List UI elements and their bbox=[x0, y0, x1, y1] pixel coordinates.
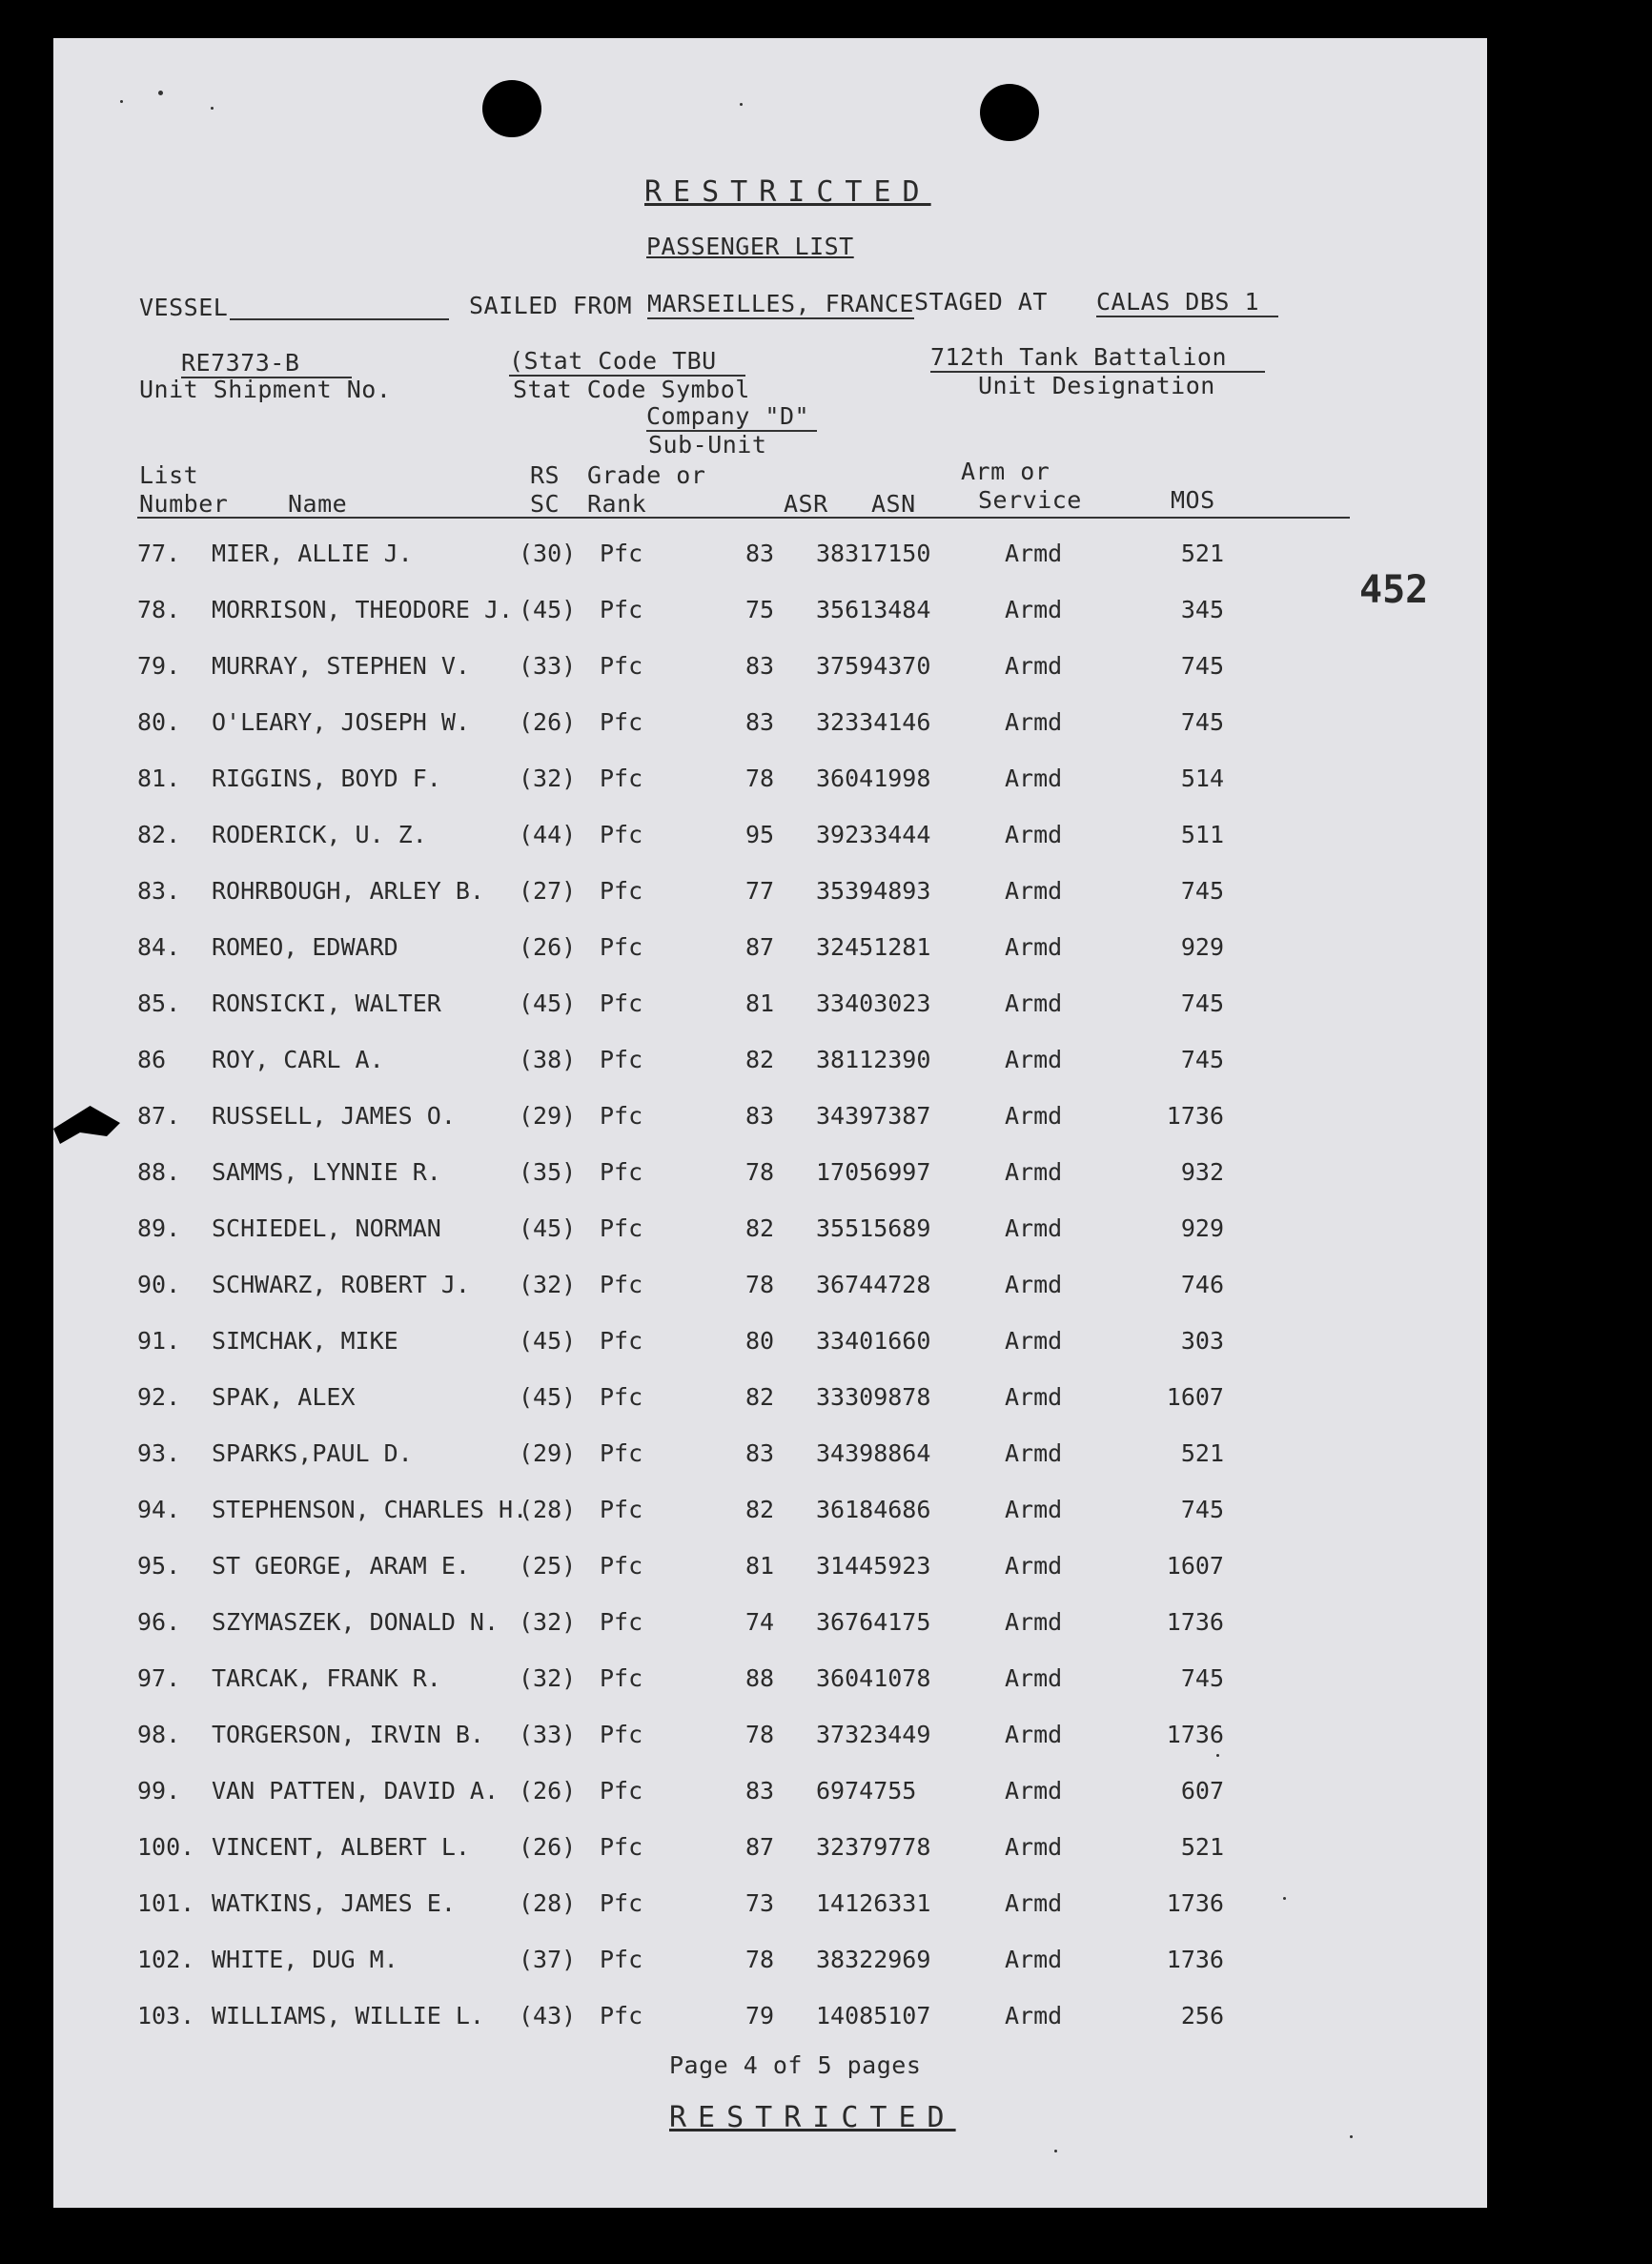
cell-asr: 83 bbox=[745, 1777, 775, 1805]
cell-rs: (45) bbox=[519, 596, 577, 623]
cell-grade: Pfc bbox=[600, 1721, 643, 1748]
speck bbox=[158, 91, 163, 95]
cell-arm: Armd bbox=[1005, 1214, 1063, 1242]
speck bbox=[211, 107, 214, 110]
table-row bbox=[53, 1889, 1487, 1946]
cell-rs: (32) bbox=[519, 1608, 577, 1636]
table-row bbox=[53, 933, 1487, 989]
cell-mos: 745 bbox=[1180, 1664, 1224, 1692]
sub-unit-label: Sub-Unit bbox=[648, 431, 767, 459]
cell-name: WHITE, DUG M. bbox=[212, 1946, 398, 1973]
cell-arm: Armd bbox=[1005, 1777, 1063, 1805]
cell-rs: (26) bbox=[519, 1833, 577, 1861]
cell-name: SPAK, ALEX bbox=[212, 1383, 356, 1411]
cell-asn: 33401660 bbox=[816, 1327, 931, 1355]
cell-mos: 929 bbox=[1180, 1214, 1224, 1242]
cell-num: 94. bbox=[137, 1496, 181, 1523]
vessel-blank bbox=[230, 318, 449, 320]
cell-num: 77. bbox=[137, 540, 181, 567]
cell-mos: 745 bbox=[1180, 989, 1224, 1017]
table-row bbox=[53, 596, 1487, 652]
cell-mos: 745 bbox=[1180, 877, 1224, 905]
col-arm-1: Arm or bbox=[961, 458, 1050, 485]
cell-num: 92. bbox=[137, 1383, 181, 1411]
cell-mos: 745 bbox=[1180, 652, 1224, 680]
cell-asn: 36041998 bbox=[816, 765, 931, 792]
cell-asr: 83 bbox=[745, 1102, 775, 1130]
cell-rs: (43) bbox=[519, 2002, 577, 2029]
cell-mos: 745 bbox=[1180, 1496, 1224, 1523]
cell-rs: (35) bbox=[519, 1158, 577, 1186]
cell-asr: 95 bbox=[745, 821, 775, 848]
speck bbox=[1054, 2150, 1057, 2152]
table-row bbox=[53, 1721, 1487, 1777]
cell-name: WILLIAMS, WILLIE L. bbox=[212, 2002, 484, 2029]
cell-rs: (44) bbox=[519, 821, 577, 848]
cell-num: 81. bbox=[137, 765, 181, 792]
cell-asn: 14126331 bbox=[816, 1889, 931, 1917]
col-arm-2: Service bbox=[978, 486, 1082, 514]
cell-grade: Pfc bbox=[600, 933, 643, 961]
table-row bbox=[53, 2002, 1487, 2058]
cell-arm: Armd bbox=[1005, 540, 1063, 567]
cell-arm: Armd bbox=[1005, 1552, 1063, 1580]
cell-grade: Pfc bbox=[600, 1271, 643, 1298]
cell-grade: Pfc bbox=[600, 989, 643, 1017]
cell-asn: 36041078 bbox=[816, 1664, 931, 1692]
cell-mos: 345 bbox=[1180, 596, 1224, 623]
cell-grade: Pfc bbox=[600, 1383, 643, 1411]
cell-asn: 39233444 bbox=[816, 821, 931, 848]
cell-num: 103. bbox=[137, 2002, 195, 2029]
cell-grade: Pfc bbox=[600, 1439, 643, 1467]
cell-num: 79. bbox=[137, 652, 181, 680]
cell-asn: 14085107 bbox=[816, 2002, 931, 2029]
cell-asn: 38317150 bbox=[816, 540, 931, 567]
cell-grade: Pfc bbox=[600, 1833, 643, 1861]
table-row bbox=[53, 708, 1487, 765]
cell-name: TARCAK, FRANK R. bbox=[212, 1664, 441, 1692]
cell-asn: 35394893 bbox=[816, 877, 931, 905]
cell-mos: 745 bbox=[1180, 1046, 1224, 1073]
cell-arm: Armd bbox=[1005, 821, 1063, 848]
cell-rs: (33) bbox=[519, 652, 577, 680]
cell-name: SIMCHAK, MIKE bbox=[212, 1327, 398, 1355]
cell-grade: Pfc bbox=[600, 708, 643, 736]
table-row bbox=[53, 1271, 1487, 1327]
cell-mos: 514 bbox=[1180, 765, 1224, 792]
document-title: RESTRICTED bbox=[644, 175, 931, 209]
cell-arm: Armd bbox=[1005, 933, 1063, 961]
table-row bbox=[53, 1102, 1487, 1158]
cell-asn: 37323449 bbox=[816, 1721, 931, 1748]
cell-arm: Armd bbox=[1005, 1833, 1063, 1861]
cell-name: MORRISON, THEODORE J. bbox=[212, 596, 514, 623]
speck bbox=[120, 100, 123, 103]
table-row bbox=[53, 540, 1487, 596]
cell-arm: Armd bbox=[1005, 2002, 1063, 2029]
cell-mos: 746 bbox=[1180, 1271, 1224, 1298]
cell-num: 84. bbox=[137, 933, 181, 961]
cell-mos: 1736 bbox=[1166, 1102, 1224, 1130]
cell-asr: 77 bbox=[745, 877, 775, 905]
cell-grade: Pfc bbox=[600, 1496, 643, 1523]
cell-num: 82. bbox=[137, 821, 181, 848]
cell-grade: Pfc bbox=[600, 821, 643, 848]
sub-unit-value: Company "D" bbox=[646, 402, 817, 432]
cell-num: 98. bbox=[137, 1721, 181, 1748]
cell-asn: 17056997 bbox=[816, 1158, 931, 1186]
col-asr: ASR bbox=[784, 490, 828, 518]
cell-mos: 1607 bbox=[1166, 1383, 1224, 1411]
cell-asn: 33403023 bbox=[816, 989, 931, 1017]
cell-asn: 32451281 bbox=[816, 933, 931, 961]
cell-asn: 35613484 bbox=[816, 596, 931, 623]
cell-asn: 38322969 bbox=[816, 1946, 931, 1973]
cell-asr: 82 bbox=[745, 1046, 775, 1073]
cell-name: STEPHENSON, CHARLES H. bbox=[212, 1496, 528, 1523]
cell-asr: 81 bbox=[745, 989, 775, 1017]
cell-asr: 83 bbox=[745, 540, 775, 567]
footer-restricted: RESTRICTED bbox=[669, 2101, 956, 2134]
cell-asn: 37594370 bbox=[816, 652, 931, 680]
cell-asr: 82 bbox=[745, 1496, 775, 1523]
col-name: Name bbox=[288, 490, 348, 518]
cell-rs: (33) bbox=[519, 1721, 577, 1748]
unit-shipment-no-label: Unit Shipment No. bbox=[139, 376, 392, 403]
cell-asr: 80 bbox=[745, 1327, 775, 1355]
cell-asr: 82 bbox=[745, 1214, 775, 1242]
cell-num: 86 bbox=[137, 1046, 167, 1073]
cell-grade: Pfc bbox=[600, 1946, 643, 1973]
speck bbox=[1350, 2135, 1353, 2138]
col-rs-2: SC bbox=[530, 490, 561, 518]
cell-mos: 256 bbox=[1180, 2002, 1224, 2029]
cell-num: 95. bbox=[137, 1552, 181, 1580]
cell-num: 102. bbox=[137, 1946, 195, 1973]
document-subtitle: PASSENGER LIST bbox=[646, 233, 854, 260]
cell-num: 93. bbox=[137, 1439, 181, 1467]
table-row bbox=[53, 1552, 1487, 1608]
cell-rs: (27) bbox=[519, 877, 577, 905]
cell-grade: Pfc bbox=[600, 1158, 643, 1186]
cell-mos: 1736 bbox=[1166, 1721, 1224, 1748]
table-row bbox=[53, 1496, 1487, 1552]
cell-grade: Pfc bbox=[600, 1214, 643, 1242]
cell-name: WATKINS, JAMES E. bbox=[212, 1889, 456, 1917]
table-row bbox=[53, 1664, 1487, 1721]
cell-num: 88. bbox=[137, 1158, 181, 1186]
cell-name: RONSICKI, WALTER bbox=[212, 989, 441, 1017]
table-row bbox=[53, 1046, 1487, 1102]
cell-grade: Pfc bbox=[600, 1552, 643, 1580]
table-row bbox=[53, 1608, 1487, 1664]
cell-asr: 83 bbox=[745, 1439, 775, 1467]
cell-asr: 81 bbox=[745, 1552, 775, 1580]
cell-num: 100. bbox=[137, 1833, 195, 1861]
cell-name: ROHRBOUGH, ARLEY B. bbox=[212, 877, 484, 905]
cell-mos: 1736 bbox=[1166, 1889, 1224, 1917]
cell-grade: Pfc bbox=[600, 1608, 643, 1636]
cell-asn: 36764175 bbox=[816, 1608, 931, 1636]
cell-grade: Pfc bbox=[600, 765, 643, 792]
unit-designation-label: Unit Designation bbox=[978, 372, 1215, 399]
cell-rs: (26) bbox=[519, 708, 577, 736]
speck bbox=[1283, 1897, 1286, 1900]
table-row bbox=[53, 652, 1487, 708]
cell-num: 91. bbox=[137, 1327, 181, 1355]
cell-rs: (37) bbox=[519, 1946, 577, 1973]
cell-name: VINCENT, ALBERT L. bbox=[212, 1833, 470, 1861]
cell-name: MIER, ALLIE J. bbox=[212, 540, 413, 567]
table-row bbox=[53, 1833, 1487, 1889]
cell-rs: (38) bbox=[519, 1046, 577, 1073]
cell-grade: Pfc bbox=[600, 1777, 643, 1805]
cell-rs: (45) bbox=[519, 1327, 577, 1355]
cell-grade: Pfc bbox=[600, 652, 643, 680]
col-grade-1: Grade or bbox=[587, 461, 706, 489]
cell-grade: Pfc bbox=[600, 1327, 643, 1355]
cell-asr: 83 bbox=[745, 652, 775, 680]
cell-asr: 87 bbox=[745, 1833, 775, 1861]
cell-asn: 6974755 bbox=[816, 1777, 917, 1805]
cell-asr: 82 bbox=[745, 1383, 775, 1411]
cell-num: 90. bbox=[137, 1271, 181, 1298]
table-row bbox=[53, 1946, 1487, 2002]
table-row bbox=[53, 1327, 1487, 1383]
cell-grade: Pfc bbox=[600, 596, 643, 623]
cell-name: SZYMASZEK, DONALD N. bbox=[212, 1608, 500, 1636]
speck bbox=[1216, 1754, 1219, 1757]
cell-mos: 511 bbox=[1180, 821, 1224, 848]
cell-name: VAN PATTEN, DAVID A. bbox=[212, 1777, 500, 1805]
cell-asn: 35515689 bbox=[816, 1214, 931, 1242]
cell-asr: 78 bbox=[745, 765, 775, 792]
cell-name: RIGGINS, BOYD F. bbox=[212, 765, 441, 792]
col-mos: MOS bbox=[1171, 486, 1215, 514]
cell-rs: (26) bbox=[519, 933, 577, 961]
cell-mos: 521 bbox=[1180, 1439, 1224, 1467]
cell-asn: 34397387 bbox=[816, 1102, 931, 1130]
cell-grade: Pfc bbox=[600, 1102, 643, 1130]
cell-num: 80. bbox=[137, 708, 181, 736]
cell-arm: Armd bbox=[1005, 877, 1063, 905]
cell-name: ST GEORGE, ARAM E. bbox=[212, 1552, 470, 1580]
stat-code-label: Stat Code Symbol bbox=[513, 376, 750, 403]
cell-num: 89. bbox=[137, 1214, 181, 1242]
cell-arm: Armd bbox=[1005, 989, 1063, 1017]
cell-asr: 88 bbox=[745, 1664, 775, 1692]
cell-arm: Armd bbox=[1005, 1327, 1063, 1355]
table-row bbox=[53, 989, 1487, 1046]
speck bbox=[740, 103, 743, 106]
cell-arm: Armd bbox=[1005, 1946, 1063, 1973]
cell-name: ROMEO, EDWARD bbox=[212, 933, 398, 961]
unit-shipment-no-value: RE7373-B bbox=[181, 349, 352, 378]
col-rs-1: RS bbox=[530, 461, 561, 489]
cell-asr: 79 bbox=[745, 2002, 775, 2029]
cell-asn: 36184686 bbox=[816, 1496, 931, 1523]
cell-grade: Pfc bbox=[600, 2002, 643, 2029]
table-row bbox=[53, 1777, 1487, 1833]
table-row bbox=[53, 821, 1487, 877]
cell-mos: 303 bbox=[1180, 1327, 1224, 1355]
cell-grade: Pfc bbox=[600, 1046, 643, 1073]
unit-designation-value: 712th Tank Battalion bbox=[930, 343, 1265, 373]
cell-asr: 78 bbox=[745, 1271, 775, 1298]
col-list-number-1: List bbox=[139, 461, 199, 489]
table-row bbox=[53, 1158, 1487, 1214]
cell-asn: 38112390 bbox=[816, 1046, 931, 1073]
staged-at-value: CALAS DBS 1 bbox=[1096, 288, 1278, 317]
cell-arm: Armd bbox=[1005, 1608, 1063, 1636]
stat-code-value: (Stat Code TBU bbox=[509, 347, 745, 377]
cell-arm: Armd bbox=[1005, 1271, 1063, 1298]
cell-rs: (25) bbox=[519, 1552, 577, 1580]
cell-rs: (26) bbox=[519, 1777, 577, 1805]
cell-asr: 74 bbox=[745, 1608, 775, 1636]
sailed-from-value: MARSEILLES, FRANCE bbox=[647, 290, 914, 317]
cell-arm: Armd bbox=[1005, 1889, 1063, 1917]
header-rule bbox=[137, 517, 1350, 519]
cell-name: MURRAY, STEPHEN V. bbox=[212, 652, 470, 680]
cell-name: ROY, CARL A. bbox=[212, 1046, 384, 1073]
cell-name: SPARKS,PAUL D. bbox=[212, 1439, 413, 1467]
cell-asn: 32334146 bbox=[816, 708, 931, 736]
cell-asr: 87 bbox=[745, 933, 775, 961]
cell-grade: Pfc bbox=[600, 1664, 643, 1692]
cell-rs: (32) bbox=[519, 765, 577, 792]
cell-asn: 31445923 bbox=[816, 1552, 931, 1580]
cell-asr: 78 bbox=[745, 1721, 775, 1748]
cell-name: SCHIEDEL, NORMAN bbox=[212, 1214, 441, 1242]
cell-arm: Armd bbox=[1005, 1158, 1063, 1186]
cell-name: SCHWARZ, ROBERT J. bbox=[212, 1271, 470, 1298]
cell-mos: 745 bbox=[1180, 708, 1224, 736]
cell-asr: 73 bbox=[745, 1889, 775, 1917]
page-indicator: Page 4 of 5 pages bbox=[669, 2051, 922, 2079]
col-list-number-2: Number bbox=[139, 490, 229, 518]
cell-num: 83. bbox=[137, 877, 181, 905]
cell-arm: Armd bbox=[1005, 1664, 1063, 1692]
cell-mos: 1736 bbox=[1166, 1608, 1224, 1636]
cell-arm: Armd bbox=[1005, 1439, 1063, 1467]
sailed-from-label: SAILED FROM bbox=[469, 292, 633, 319]
cell-name: O'LEARY, JOSEPH W. bbox=[212, 708, 470, 736]
cell-arm: Armd bbox=[1005, 708, 1063, 736]
cell-rs: (29) bbox=[519, 1102, 577, 1130]
cell-arm: Armd bbox=[1005, 652, 1063, 680]
cell-mos: 1607 bbox=[1166, 1552, 1224, 1580]
cell-rs: (28) bbox=[519, 1889, 577, 1917]
cell-mos: 521 bbox=[1180, 1833, 1224, 1861]
cell-name: RUSSELL, JAMES O. bbox=[212, 1102, 456, 1130]
table-row bbox=[53, 877, 1487, 933]
cell-rs: (29) bbox=[519, 1439, 577, 1467]
cell-mos: 607 bbox=[1180, 1777, 1224, 1805]
cell-mos: 929 bbox=[1180, 933, 1224, 961]
cell-grade: Pfc bbox=[600, 877, 643, 905]
cell-name: RODERICK, U. Z. bbox=[212, 821, 427, 848]
cell-arm: Armd bbox=[1005, 1046, 1063, 1073]
cell-mos: 932 bbox=[1180, 1158, 1224, 1186]
cell-asr: 83 bbox=[745, 708, 775, 736]
cell-asr: 78 bbox=[745, 1158, 775, 1186]
cell-num: 97. bbox=[137, 1664, 181, 1692]
punch-hole-left bbox=[482, 80, 541, 137]
cell-arm: Armd bbox=[1005, 1102, 1063, 1130]
vessel-label: VESSEL bbox=[139, 294, 229, 321]
cell-arm: Armd bbox=[1005, 596, 1063, 623]
cell-rs: (45) bbox=[519, 989, 577, 1017]
cell-rs: (30) bbox=[519, 540, 577, 567]
cell-name: SAMMS, LYNNIE R. bbox=[212, 1158, 441, 1186]
document-page bbox=[53, 38, 1487, 2208]
cell-asr: 78 bbox=[745, 1946, 775, 1973]
punch-hole-right bbox=[980, 84, 1039, 141]
table-row bbox=[53, 1383, 1487, 1439]
table-row bbox=[53, 765, 1487, 821]
staged-at-label: STAGED AT bbox=[914, 288, 1048, 316]
cell-arm: Armd bbox=[1005, 765, 1063, 792]
cell-rs: (28) bbox=[519, 1496, 577, 1523]
cell-rs: (32) bbox=[519, 1664, 577, 1692]
col-asn: ASN bbox=[871, 490, 916, 518]
cell-arm: Armd bbox=[1005, 1383, 1063, 1411]
cell-num: 96. bbox=[137, 1608, 181, 1636]
cell-asr: 75 bbox=[745, 596, 775, 623]
cell-grade: Pfc bbox=[600, 1889, 643, 1917]
side-page-number: 452 bbox=[1359, 568, 1429, 612]
cell-asn: 32379778 bbox=[816, 1833, 931, 1861]
cell-rs: (45) bbox=[519, 1214, 577, 1242]
cell-asn: 36744728 bbox=[816, 1271, 931, 1298]
cell-mos: 1736 bbox=[1166, 1946, 1224, 1973]
cell-asn: 34398864 bbox=[816, 1439, 931, 1467]
cell-grade: Pfc bbox=[600, 540, 643, 567]
cell-rs: (45) bbox=[519, 1383, 577, 1411]
table-row bbox=[53, 1214, 1487, 1271]
cell-rs: (32) bbox=[519, 1271, 577, 1298]
cell-num: 101. bbox=[137, 1889, 195, 1917]
cell-arm: Armd bbox=[1005, 1721, 1063, 1748]
table-row bbox=[53, 1439, 1487, 1496]
cell-num: 87. bbox=[137, 1102, 181, 1130]
cell-asn: 33309878 bbox=[816, 1383, 931, 1411]
cell-num: 78. bbox=[137, 596, 181, 623]
cell-num: 99. bbox=[137, 1777, 181, 1805]
cell-mos: 521 bbox=[1180, 540, 1224, 567]
cell-arm: Armd bbox=[1005, 1496, 1063, 1523]
cell-num: 85. bbox=[137, 989, 181, 1017]
cell-name: TORGERSON, IRVIN B. bbox=[212, 1721, 484, 1748]
col-grade-2: Rank bbox=[587, 490, 647, 518]
